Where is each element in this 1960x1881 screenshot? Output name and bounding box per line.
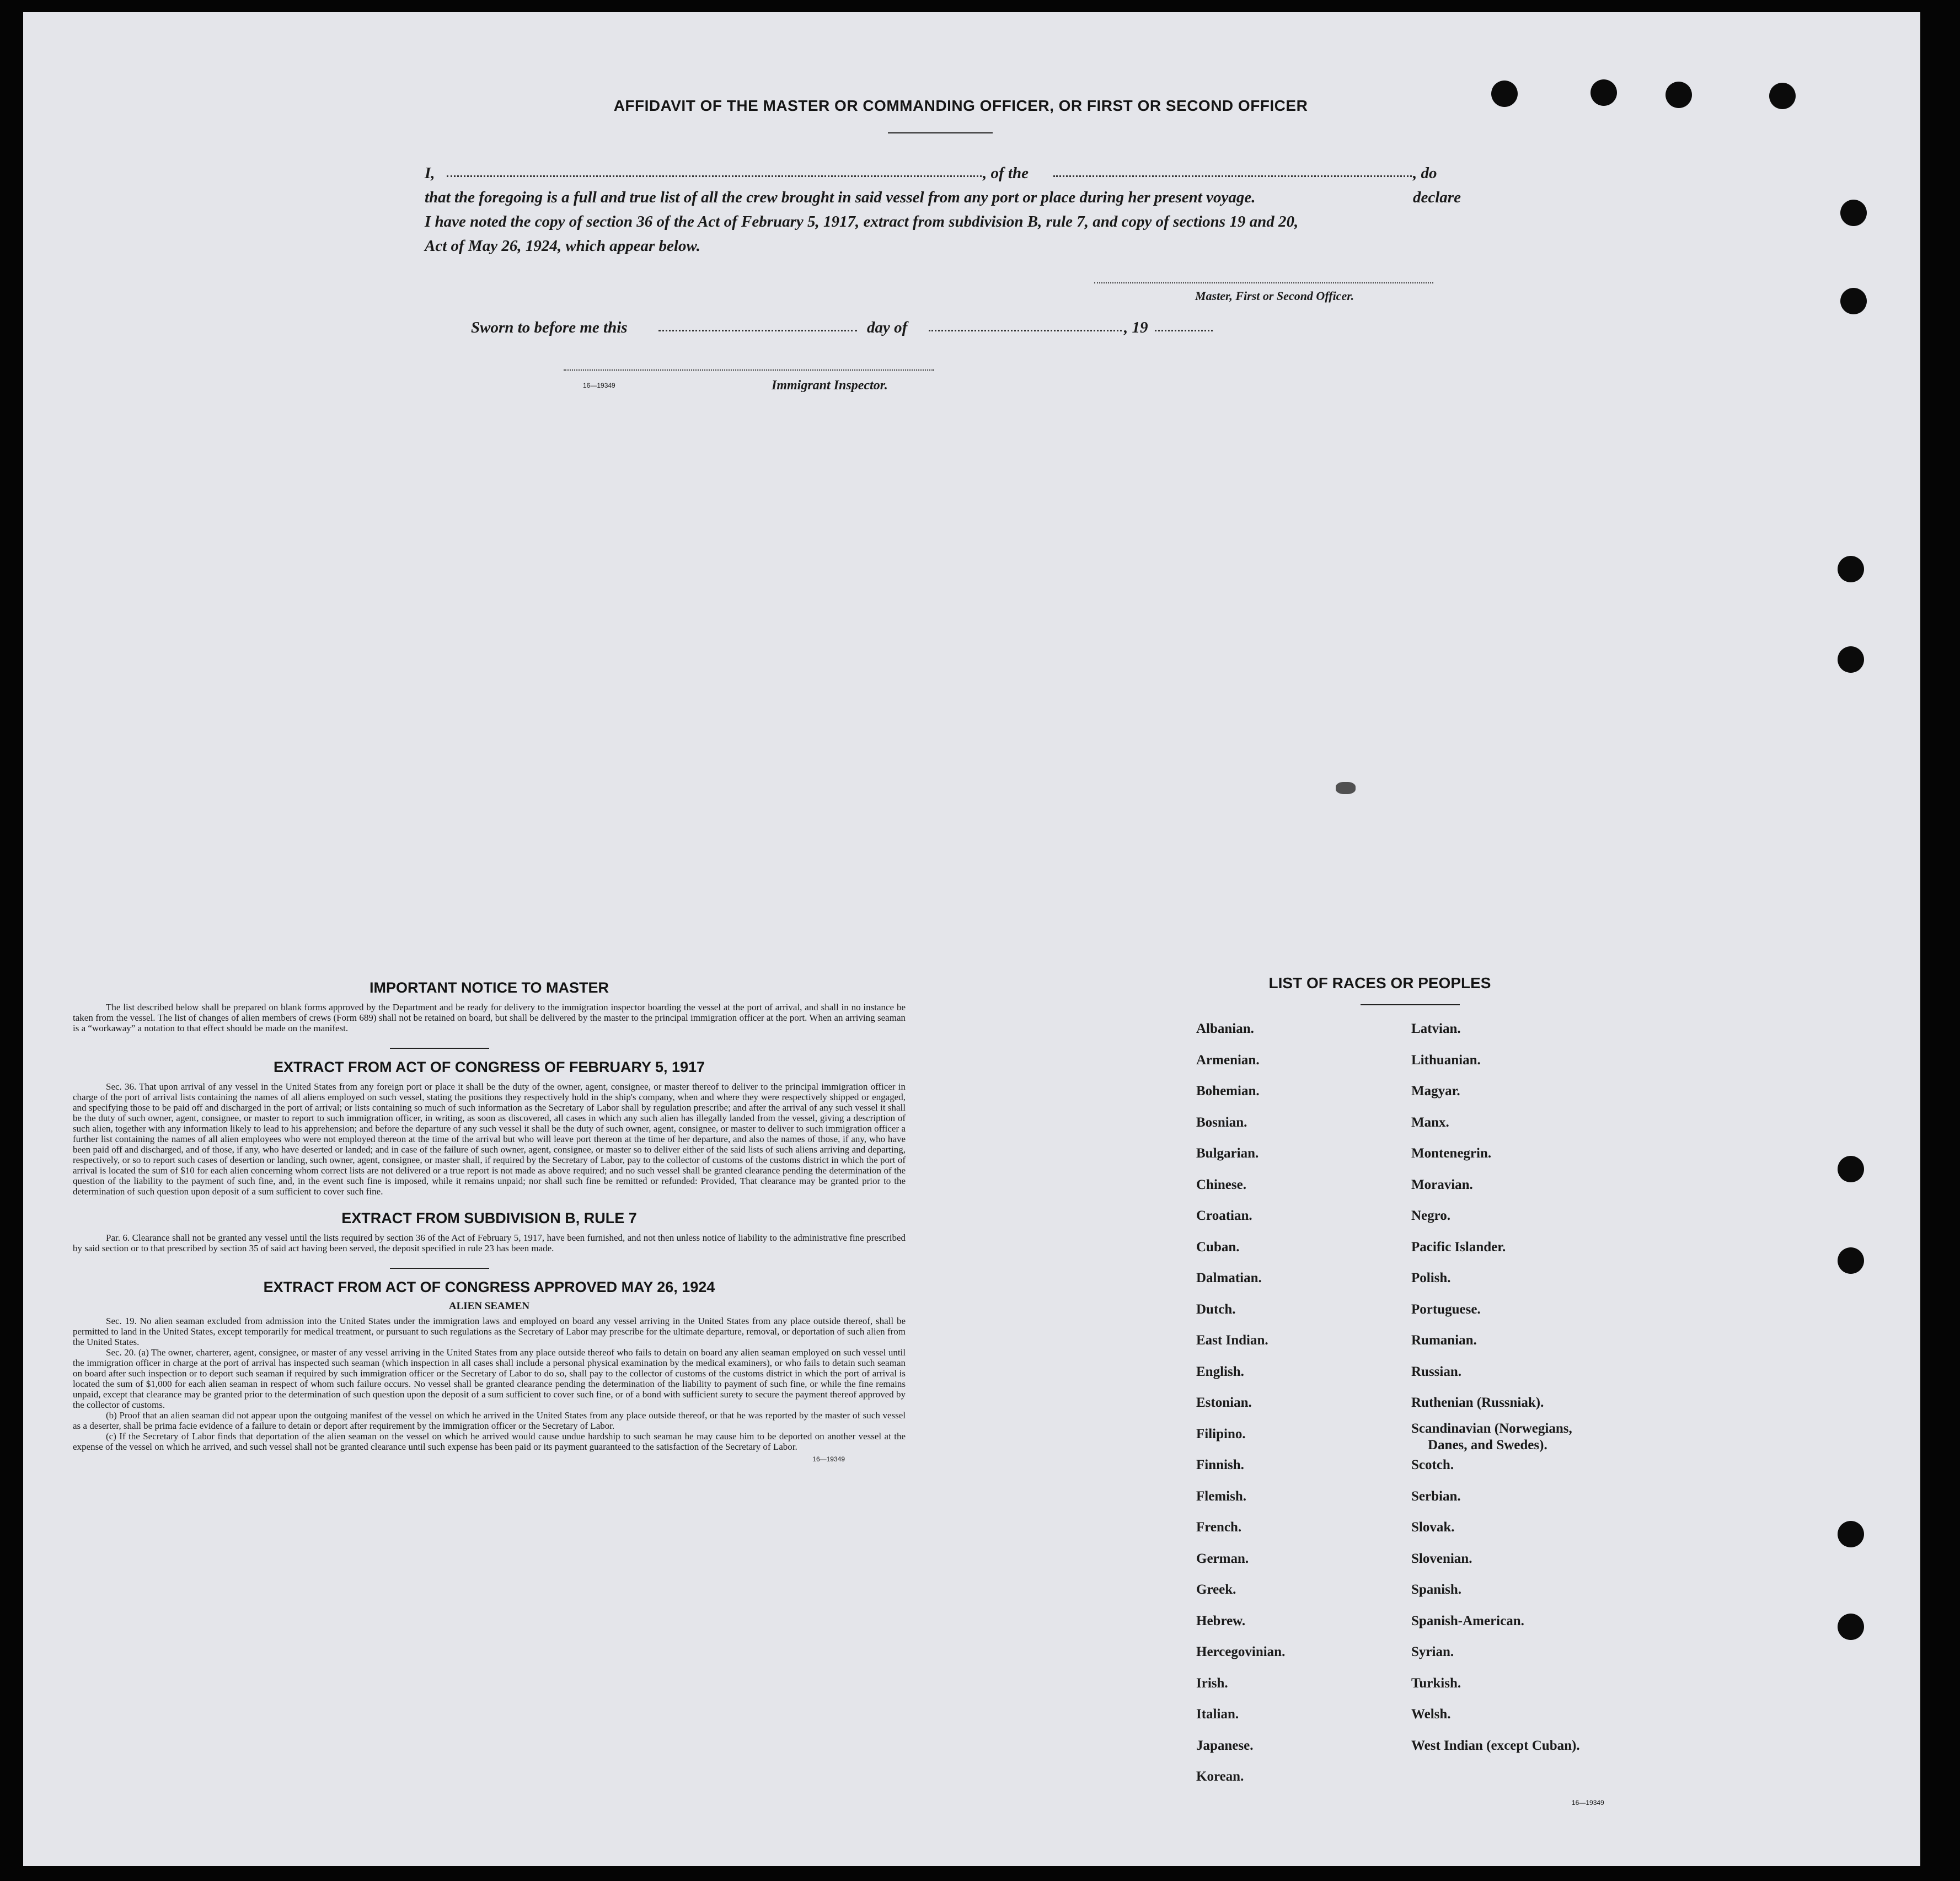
extract-1924-title: EXTRACT FROM ACT OF CONGRESS APPROVED MAY 26, 1924: [263, 1279, 715, 1295]
race-item: Estonian.: [1196, 1395, 1252, 1410]
affidavit-title: AFFIDAVIT OF THE MASTER OR COMMANDING OFFICER, OR FIRST OR SECOND OFFICER: [613, 97, 1308, 114]
notice-text: The list described below shall be prepared on blank forms approved by the Department and be ready for delivery to the immigration inspector boarding the vessel at the port of arrival, and shall in no instance be taken from the vessel. The list of changes of alien members of crews (Form 689) shall not be retained on board, but shall be delivered by the master to the principal immigration officer at the port. When an arriving seaman is a “workaway” a notation to that effect should be made on the manifest.: [73, 1002, 906, 1033]
binder-hole: [1838, 646, 1864, 673]
race-item: Japanese.: [1196, 1738, 1254, 1753]
race-item: Dalmatian.: [1196, 1271, 1262, 1285]
binder-hole: [1838, 556, 1864, 582]
extract-rule7-title: EXTRACT FROM SUBDIVISION B, RULE 7: [341, 1210, 637, 1226]
race-item: Welsh.: [1411, 1707, 1451, 1722]
race-item: Albanian.: [1196, 1021, 1254, 1036]
position-field[interactable]: [1053, 175, 1412, 177]
day-of-label: day of: [867, 319, 908, 336]
race-item: Ruthenian (Russniak).: [1411, 1395, 1544, 1410]
race-item: Dutch.: [1196, 1301, 1236, 1317]
race-item: English.: [1196, 1364, 1244, 1379]
title-underline: [888, 132, 993, 133]
do-declare-label: , do declare: [1413, 164, 1461, 206]
race-item: Hebrew.: [1196, 1613, 1246, 1628]
race-item: French.: [1196, 1520, 1242, 1535]
binder-hole: [1840, 288, 1867, 314]
race-item: Korean.: [1196, 1769, 1244, 1784]
race-item: Pacific Islander.: [1411, 1239, 1506, 1255]
declaration-line-3: I have noted the copy of section 36 of the Act of February 5, 1917, extract from subdivision B, rule 7, and copy of sections 19 and 20,: [425, 213, 1299, 231]
binder-hole: [1840, 200, 1867, 226]
form-sheet: [23, 12, 1920, 1866]
race-item: Magyar.: [1411, 1084, 1460, 1098]
affidavit-declaration: [425, 161, 1484, 258]
binder-hole: [1838, 1247, 1864, 1274]
binder-hole: [1591, 79, 1617, 106]
race-item: German.: [1196, 1551, 1249, 1566]
sec20b-text: (b) Proof that an alien seaman did not appear upon the outgoing manifest of the vessel on which he arrived in the United States from any place outside thereof, or that he was reported by the master of such vessel as a deserter, shall be prima facie evidence of a failure to detain or deport after requirement by the immigration officer or the Secretary of Labor.: [73, 1410, 906, 1431]
race-item: Serbian.: [1411, 1488, 1461, 1504]
race-item: Spanish-American.: [1411, 1613, 1524, 1628]
race-item: Montenegrin.: [1411, 1146, 1492, 1161]
sworn-label: Sworn to before me this: [471, 319, 628, 336]
binder-hole: [1769, 83, 1796, 109]
race-item: Slovak.: [1411, 1520, 1455, 1535]
race-item: Turkish.: [1411, 1675, 1461, 1691]
sworn-day-field[interactable]: [658, 330, 857, 331]
extract-1917-text: Sec. 36. That upon arrival of any vessel in the United States from any foreign port or place it shall be the duty of the owner, agent, consignee, or master thereof to deliver to the principal immigration officer in charge of the port of arrival lists containing the names of all aliens employed on such vessel, stating the positions they respectively hold in the ship's company, when and where they were respectively shipped or engaged, and specifying those to be paid off and discharged in the port of arrival; or lists containing so much of such information as the Secretary of Labor shall by regulation prescribe; and after the arrival of any such vessel it shall be the duty of such owner, agent, consignee, or master to report to such immigration officer, in writing, as soon as discovered, all cases in which any such alien has illegally landed from the vessel, giving a description of such alien, together with any information likely to lead to his apprehension; and before the departure of any such vessel it shall be the duty of such owner, agent, consignee, or master to deliver to such immigration officer a further list containing the names of all alien employees who were not employed thereon at the time of the arrival but who will leave port thereon at the time of her departure, and also the names of those, if any, who have been paid off and discharged, and of those, if any, who have deserted or landed; and in case of the failure of such owner, agent, consignee, or master so to deliver either of the said lists of such aliens arriving and departing, respectively, or so to report such cases of desertion or landing, such owner, agent, consignee, or master shall, if required by the Secretary of Labor, pay to the collector of customs of the customs district in which the port of arrival is located the sum of $10 for each alien concerning whom correct lists are not delivered or a true report is not made as above required; and no such vessel shall be granted clearance pending the determination of the question of the liability to the payment of such fine, and, in the event such fine is imposed, while it remains unpaid; nor shall such fine be remitted or refunded: Provided, That clearance may be granted prior to the determination of such question upon deposit of a sum sufficient to cover such fine.: [73, 1081, 906, 1197]
divider: [390, 1048, 489, 1049]
race-item: Filipino.: [1196, 1426, 1246, 1441]
race-item: Spanish.: [1411, 1582, 1462, 1597]
form-number-bottom-left: 16—19349: [812, 1455, 845, 1463]
alien-seamen-subtitle: ALIEN SEAMEN: [448, 1300, 530, 1312]
binder-hole: [1666, 82, 1692, 108]
extract-rule7-text: Par. 6. Clearance shall not be granted any vessel until the lists required by section 36 of the Act of February 5, 1917, have been furnished, and not then unless notice of liability to the administrative fine prescribed by said section or to that prescribed by section 35 of said act having been served, the deposit specified in rule 23 has been made.: [73, 1232, 906, 1253]
races-title-underline: [1361, 1004, 1460, 1005]
divider: [390, 1268, 489, 1269]
race-item: Portuguese.: [1411, 1301, 1481, 1317]
master-signature-label: Master, First or Second Officer.: [1195, 289, 1354, 303]
sworn-year-field[interactable]: [1155, 330, 1213, 331]
race-item: Russian.: [1411, 1364, 1462, 1379]
sec20a-text: Sec. 20. (a) The owner, charterer, agent, consignee, or master of any vessel arriving in the United States from any place outside thereof who fails to detain on board any alien seaman employed on such vessel until the immigration officer in charge at the port of arrival has inspected such seaman (which inspection in all cases shall include a personal physical examination by the medical examiners), or who fails to detain such seaman on board after such inspection or to deport such seaman if required by such immigration officer or the Secretary of Labor to do so, shall pay to the collector of customs of the customs district in which the port of arrival is located the sum of $1,000 for each alien seaman in respect of whom such failure occurs. No vessel shall be granted clearance pending the determination of the liability to payment of such fine, or while the fine remains unpaid, except that clearance may be granted prior to the determination of such question upon the deposit of a sum sufficient to cover such fine, or of a bond with sufficient surety to secure the payment thereof approved by the collector of customs.: [73, 1347, 906, 1410]
year-prefix-label: , 19: [1124, 319, 1148, 336]
races-title: LIST OF RACES OR PEOPLES: [1268, 974, 1491, 992]
race-item: Bulgarian.: [1196, 1146, 1259, 1161]
i-label: I,: [425, 164, 435, 182]
race-item: Italian.: [1196, 1707, 1239, 1722]
race-item: Croatian.: [1196, 1208, 1252, 1223]
binder-hole: [1838, 1156, 1864, 1182]
of-the-label: , of the: [983, 164, 1029, 182]
binder-hole: [1838, 1614, 1864, 1640]
race-item: Danes, and Swedes).: [1428, 1437, 1547, 1453]
declaration-line-4: Act of May 26, 1924, which appear below.: [425, 237, 700, 255]
race-item: Irish.: [1196, 1675, 1228, 1691]
sworn-line: [471, 315, 1243, 340]
notices-column: [73, 979, 906, 1463]
name-field[interactable]: [447, 175, 982, 177]
race-item: Manx.: [1411, 1114, 1449, 1130]
race-item: Latvian.: [1411, 1021, 1461, 1036]
sworn-month-field[interactable]: [929, 330, 1122, 331]
race-item: Greek.: [1196, 1582, 1236, 1597]
race-item: East Indian.: [1196, 1333, 1268, 1348]
race-item: Negro.: [1411, 1208, 1451, 1223]
binder-hole: [1838, 1521, 1864, 1547]
race-item: Scotch.: [1411, 1457, 1454, 1472]
race-item: Cuban.: [1196, 1239, 1240, 1255]
form-number-bottom-right: 16—19349: [1572, 1799, 1604, 1807]
ink-smudge: [1336, 782, 1356, 794]
binder-hole: [1491, 81, 1518, 107]
race-item: Bosnian.: [1196, 1114, 1247, 1130]
sec19-text: Sec. 19. No alien seaman excluded from admission into the United States under the immigration laws and employed on board any vessel arriving in the United States from any place outside thereof, shall be permitted to land in the United States, except temporarily for medical treatment, or pursuant to such regulations as the Secretary of Labor may prescribe for the ultimate departure, removal, or deportation of such alien from the United States.: [73, 1316, 906, 1347]
race-item: Polish.: [1411, 1271, 1451, 1285]
extract-1917-title: EXTRACT FROM ACT OF CONGRESS OF FEBRUARY 5, 1917: [273, 1059, 705, 1075]
race-item: Armenian.: [1196, 1052, 1260, 1068]
race-item: Scandinavian (Norwegians,: [1411, 1421, 1572, 1436]
race-item: Syrian.: [1411, 1644, 1454, 1659]
race-item: Moravian.: [1411, 1177, 1473, 1192]
notice-title: IMPORTANT NOTICE TO MASTER: [369, 979, 609, 996]
race-item: Flemish.: [1196, 1488, 1246, 1504]
form-number-top: 16—19349: [583, 382, 615, 389]
declaration-line-2: that the foregoing is a full and true list of all the crew brought in said vessel from any port or place during her present voyage.: [425, 189, 1256, 206]
race-item: Lithuanian.: [1411, 1052, 1481, 1068]
race-item: Chinese.: [1196, 1177, 1246, 1192]
race-item: Rumanian.: [1411, 1333, 1477, 1348]
inspector-signature-line[interactable]: [564, 369, 934, 371]
race-item: West Indian (except Cuban).: [1411, 1738, 1580, 1753]
race-item: Slovenian.: [1411, 1551, 1472, 1566]
race-item: Hercegovinian.: [1196, 1644, 1286, 1659]
inspector-label: Immigrant Inspector.: [772, 378, 888, 393]
sec20c-text: (c) If the Secretary of Labor finds that deportation of the alien seaman on the vessel on which he arrived would cause undue hardship to such seaman he may cause him to be deported on another vessel at the expense of the vessel on which he arrived, and such vessel shall not be granted clearance until such expense has been paid or its payment guaranteed to the satisfaction of the Secretary of Labor.: [73, 1431, 906, 1452]
race-item: Bohemian.: [1196, 1084, 1260, 1098]
master-signature-line[interactable]: [1094, 282, 1433, 283]
race-item: Finnish.: [1196, 1457, 1244, 1472]
